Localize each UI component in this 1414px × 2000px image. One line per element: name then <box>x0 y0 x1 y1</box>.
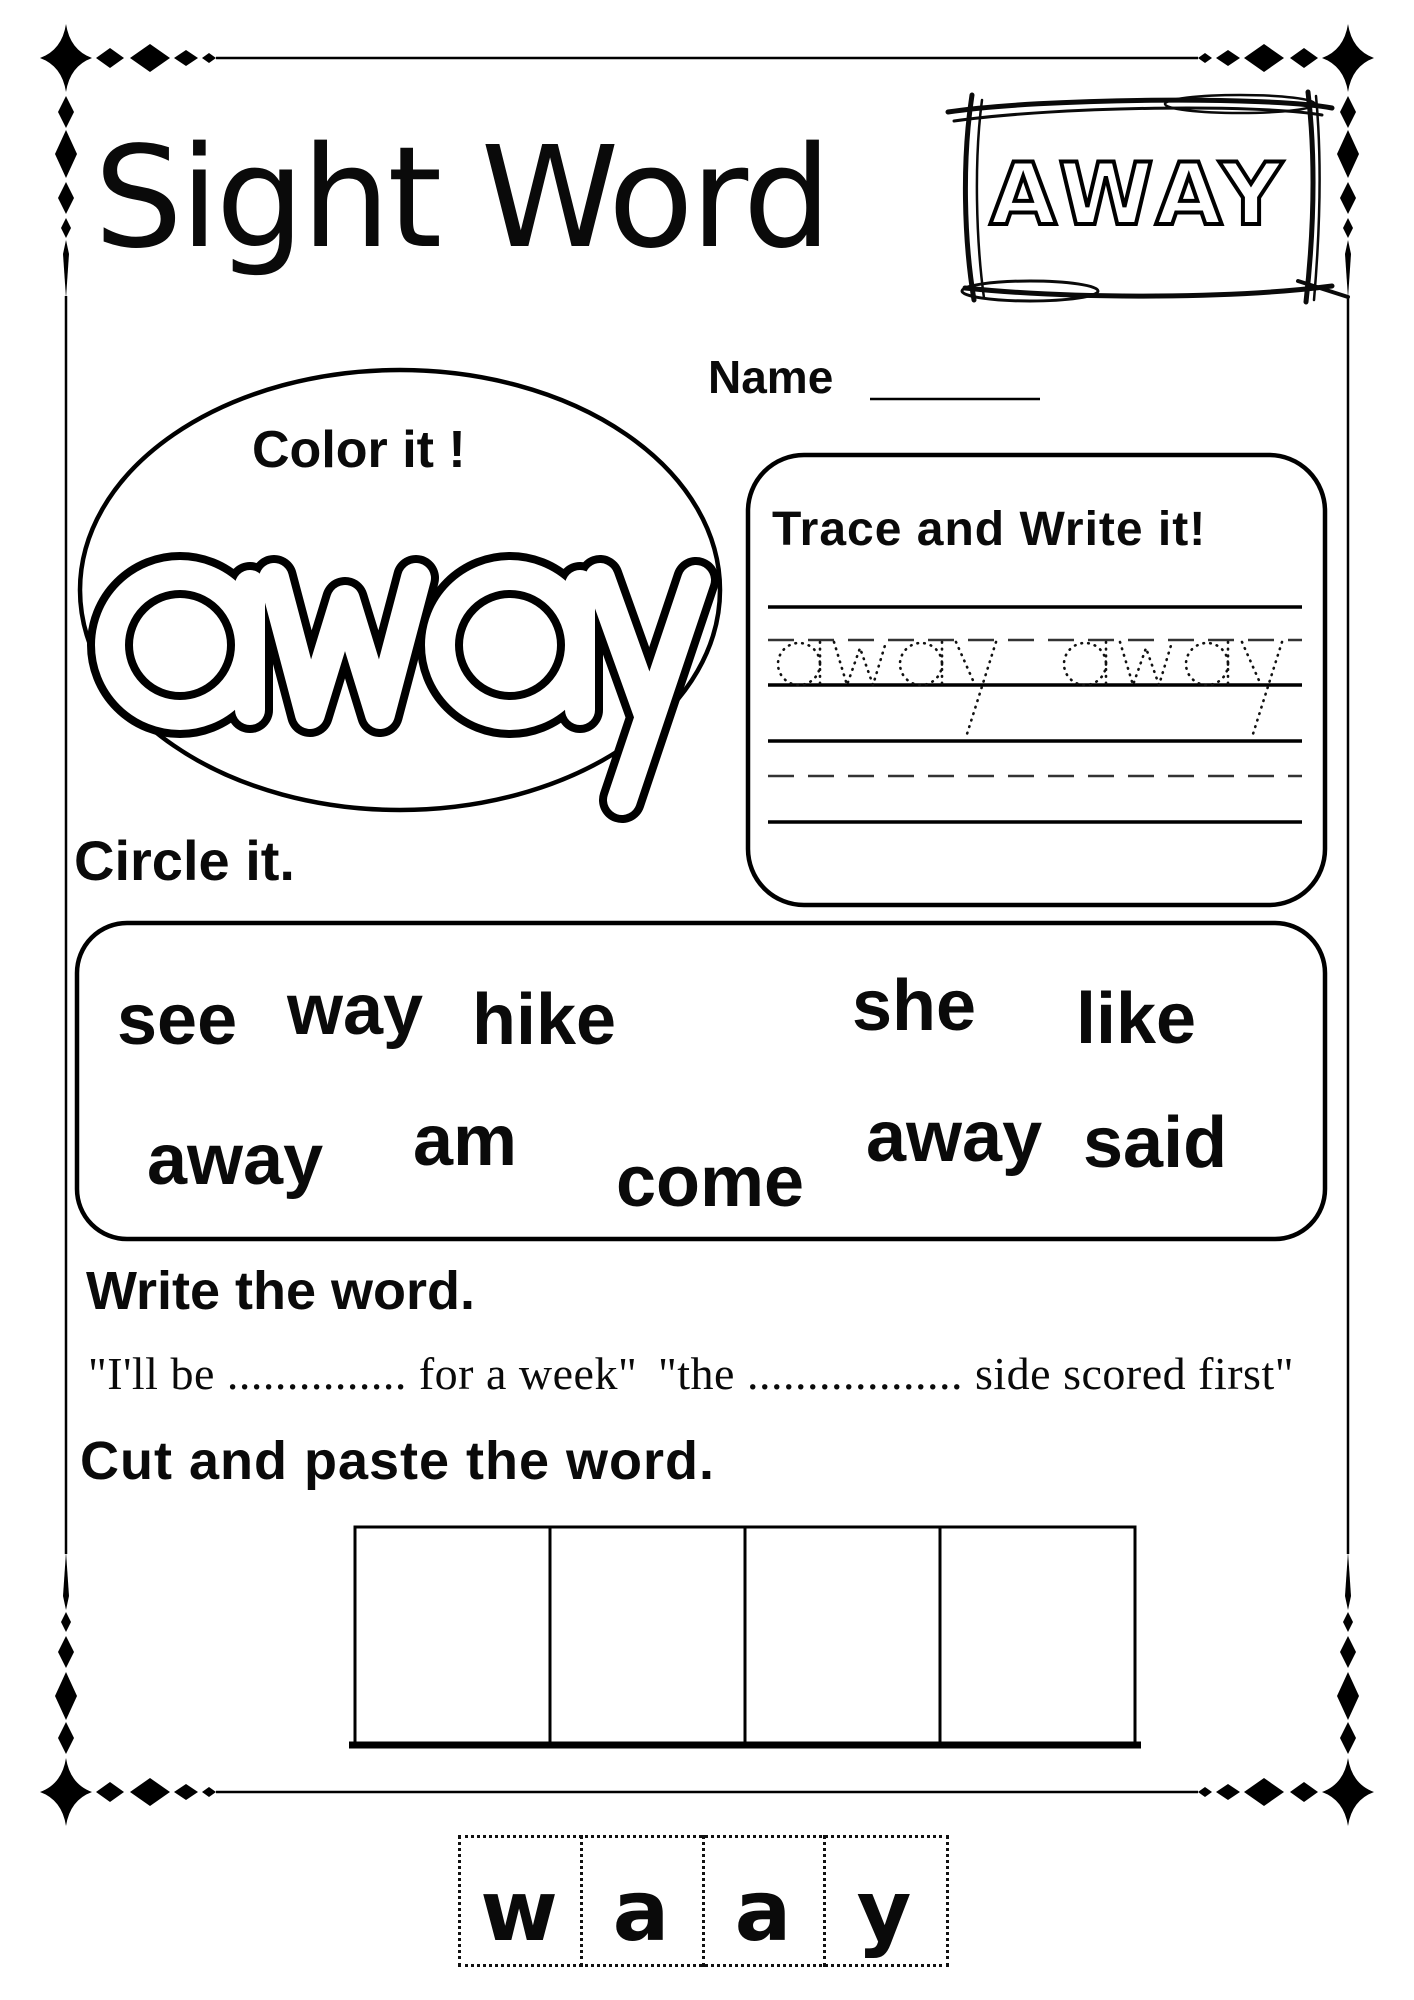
color-it-heading: Color it ! <box>252 421 466 479</box>
badge-word-away: AWAY <box>989 145 1289 245</box>
cut-paste-heading: Cut and paste the word. <box>80 1431 716 1491</box>
bank-word-hike: hike <box>472 980 617 1060</box>
bank-word-am: am <box>413 1101 518 1181</box>
fill-in-sentence-1: "I'll be ............... for a week" <box>88 1348 638 1399</box>
circle-it-heading: Circle it. <box>74 829 295 892</box>
bank-word-said: said <box>1083 1103 1228 1183</box>
page-title: Sight Word <box>94 117 829 280</box>
tile-letter-y: y <box>856 1862 912 1960</box>
tile-letter-a2: a <box>734 1862 792 1960</box>
fill-in-sentence-2: "the .................. side scored first" <box>658 1348 1295 1399</box>
bank-word-like: like <box>1076 979 1197 1059</box>
paste-boxes <box>349 1527 1141 1745</box>
trace-heading: Trace and Write it! <box>772 503 1207 556</box>
trace-word-outlines <box>778 642 1282 734</box>
handwriting-guide-lines <box>768 607 1302 822</box>
border-corner-bottom-left-ornament <box>40 1552 216 1826</box>
bank-word-way: way <box>287 970 424 1050</box>
border-corner-bottom-right-ornament <box>1198 1552 1374 1826</box>
bank-word-away-2: away <box>866 1097 1043 1177</box>
tile-letter-w: w <box>480 1862 558 1960</box>
name-label: Name <box>708 351 834 403</box>
write-word-heading: Write the word. <box>86 1261 476 1321</box>
bank-word-away-1: away <box>147 1120 324 1200</box>
bank-word-see: see <box>117 980 238 1060</box>
tile-letter-a1: a <box>612 1862 670 1960</box>
bank-word-come: come <box>616 1142 805 1222</box>
bank-word-she: she <box>852 966 977 1046</box>
color-word-outline <box>110 575 696 800</box>
